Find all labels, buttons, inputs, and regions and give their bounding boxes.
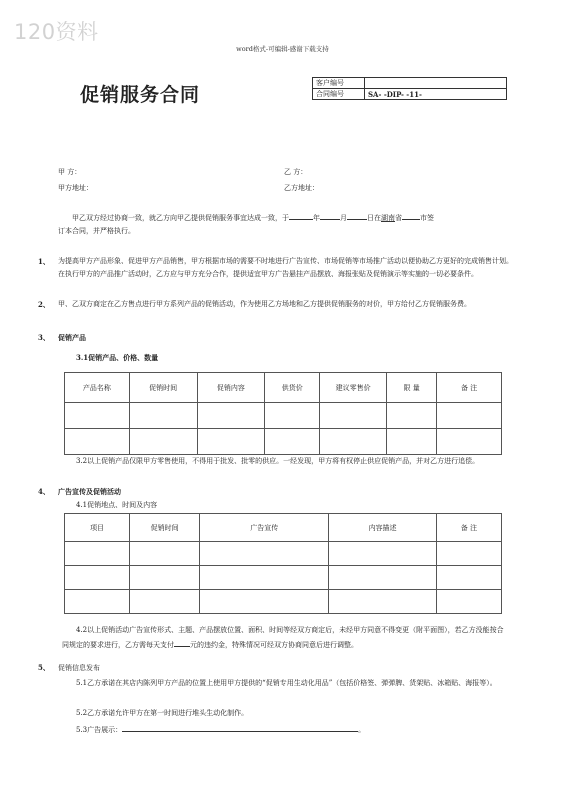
section-5-number: 5、 <box>38 663 50 672</box>
section-4-note-text: 4.2以上促销活动广告宣传形式、主题、产品摆放位置、面积、时间等经双方商定后，未经甲方同意不得变更（附平面图），若乙方没能按合同规定的要求进行，乙方需每天支付 <box>62 626 504 649</box>
day-blank <box>347 210 367 220</box>
clause-2-text: 甲、乙双方商定在乙方售点进行甲方系列产品的促销活动，作为使用乙方场地和乙方提供促销服务的对价，甲方给付乙方促销服务费。 <box>58 300 471 308</box>
party-a-label: 甲 方： <box>58 168 82 176</box>
section-5-3-label: 5.3广告展示： <box>76 726 123 734</box>
party-b-label: 乙 方： <box>284 168 308 176</box>
section-3-title: 促销产品 <box>58 333 86 342</box>
clause-2-number: 2、 <box>38 300 50 309</box>
products-table-header <box>65 373 502 403</box>
month-label: 月 <box>340 214 347 222</box>
party-b-address-label: 乙方地址： <box>284 184 319 192</box>
col-retail-price: 建议零售价 <box>320 373 387 403</box>
table-row <box>65 403 502 429</box>
contract-number-value: SA- -DIP- -11- <box>365 89 507 100</box>
city-label: 市签 <box>420 214 434 222</box>
activities-table-header <box>65 514 502 542</box>
section-4-subtitle: 4.1促销地点、时间及内容 <box>76 501 158 509</box>
intro-text-2: 订本合同，并严格执行。 <box>58 227 135 235</box>
year-blank <box>289 210 313 220</box>
section-3-note <box>62 455 510 468</box>
intro-text: 甲乙双方经过协商一致，就乙方向甲乙提供促销服务事宜达成一致，于 <box>72 214 289 222</box>
section-3-subtitle: 3.1促销产品、价格、数量 <box>76 353 159 362</box>
section-5-3 <box>76 722 365 736</box>
section-4-title: 广告宣传及促销活动 <box>58 487 121 496</box>
section-4-note <box>62 624 510 652</box>
col-product-name: 产品名称 <box>65 373 130 403</box>
section-5-title: 促销信息发布 <box>58 664 100 672</box>
section-4-note-text-2: 元的违约金，特殊情况可经双方协商同意后进行调整。 <box>190 641 358 649</box>
document-title: 促销服务合同 <box>80 84 201 106</box>
penalty-blank <box>174 637 190 647</box>
clause-2 <box>38 298 513 311</box>
section-5-3-end: 。 <box>358 726 366 734</box>
top-note: word格式-可编辑-感谢下载支持 <box>236 45 329 53</box>
ad-display-blank <box>122 722 358 732</box>
contract-code-table <box>312 77 507 100</box>
col-description: 内容描述 <box>329 514 436 542</box>
products-table <box>64 372 502 455</box>
city-blank <box>402 210 420 220</box>
col-promo-time: 促销时间 <box>129 373 197 403</box>
clause-1-number: 1、 <box>38 257 50 266</box>
col-remarks: 备 注 <box>437 373 502 403</box>
section-4-number: 4、 <box>38 487 50 496</box>
intro-paragraph <box>58 210 513 238</box>
day-label: 日在 <box>367 214 381 222</box>
party-a-address-label: 甲方地址： <box>58 184 93 192</box>
activities-table <box>64 513 502 614</box>
watermark: 120资料 <box>14 20 99 44</box>
section-5-1-text: 5.1乙方承诺在其店内陈列甲方产品的位置上使用甲方提供的“促销专用生动化用品”（包括价格签、弹弹脾、货架贴、冰箱贴、海报等）。 <box>76 679 497 687</box>
customer-number-value <box>365 78 507 89</box>
clause-1 <box>38 255 513 281</box>
col-activity-remarks: 备 注 <box>436 514 501 542</box>
table-row <box>65 542 502 566</box>
col-activity-time: 促销时间 <box>130 514 200 542</box>
col-item: 项目 <box>65 514 130 542</box>
section-5-2: 5.2乙方承诺允许甲方在第一时间进行堆头生动化制作。 <box>76 709 249 717</box>
month-blank <box>320 210 340 220</box>
table-row <box>65 429 502 455</box>
section-5-1 <box>62 677 510 690</box>
section-3-note-text: 3.2以上促销产品仅限甲方零售使用，不得用于批发、批零的供应。一经发现，甲方将有权停止供应促销产品，并对乙方进行追偿。 <box>76 457 480 465</box>
table-row <box>65 566 502 590</box>
col-promo-content: 促销内容 <box>197 373 265 403</box>
clause-1-text: 为提高甲方产品形象、促进甲方产品销售，甲方根据市场的需要不时地进行广告宣传、市场促销等市场推广活动以便协助乙方更好的完成销售计划。在执行甲方的产品推广活动时，乙方应与甲方充分合作，提供适宜甲方广告悬挂产品摆放、海报张贴及促销演示等实施的一切必要条件。 <box>58 257 513 278</box>
customer-number-label: 客户编号 <box>313 78 365 89</box>
place-value: 湖南 <box>381 214 395 222</box>
province-label: 省 <box>395 214 402 222</box>
col-limit: 限 量 <box>387 373 437 403</box>
col-supply-price: 供货价 <box>265 373 320 403</box>
contract-number-label: 合同编号 <box>313 89 365 100</box>
year-label: 年 <box>313 214 320 222</box>
table-row <box>65 590 502 614</box>
col-advertising: 广告宣传 <box>200 514 329 542</box>
section-3-number: 3、 <box>38 333 50 342</box>
